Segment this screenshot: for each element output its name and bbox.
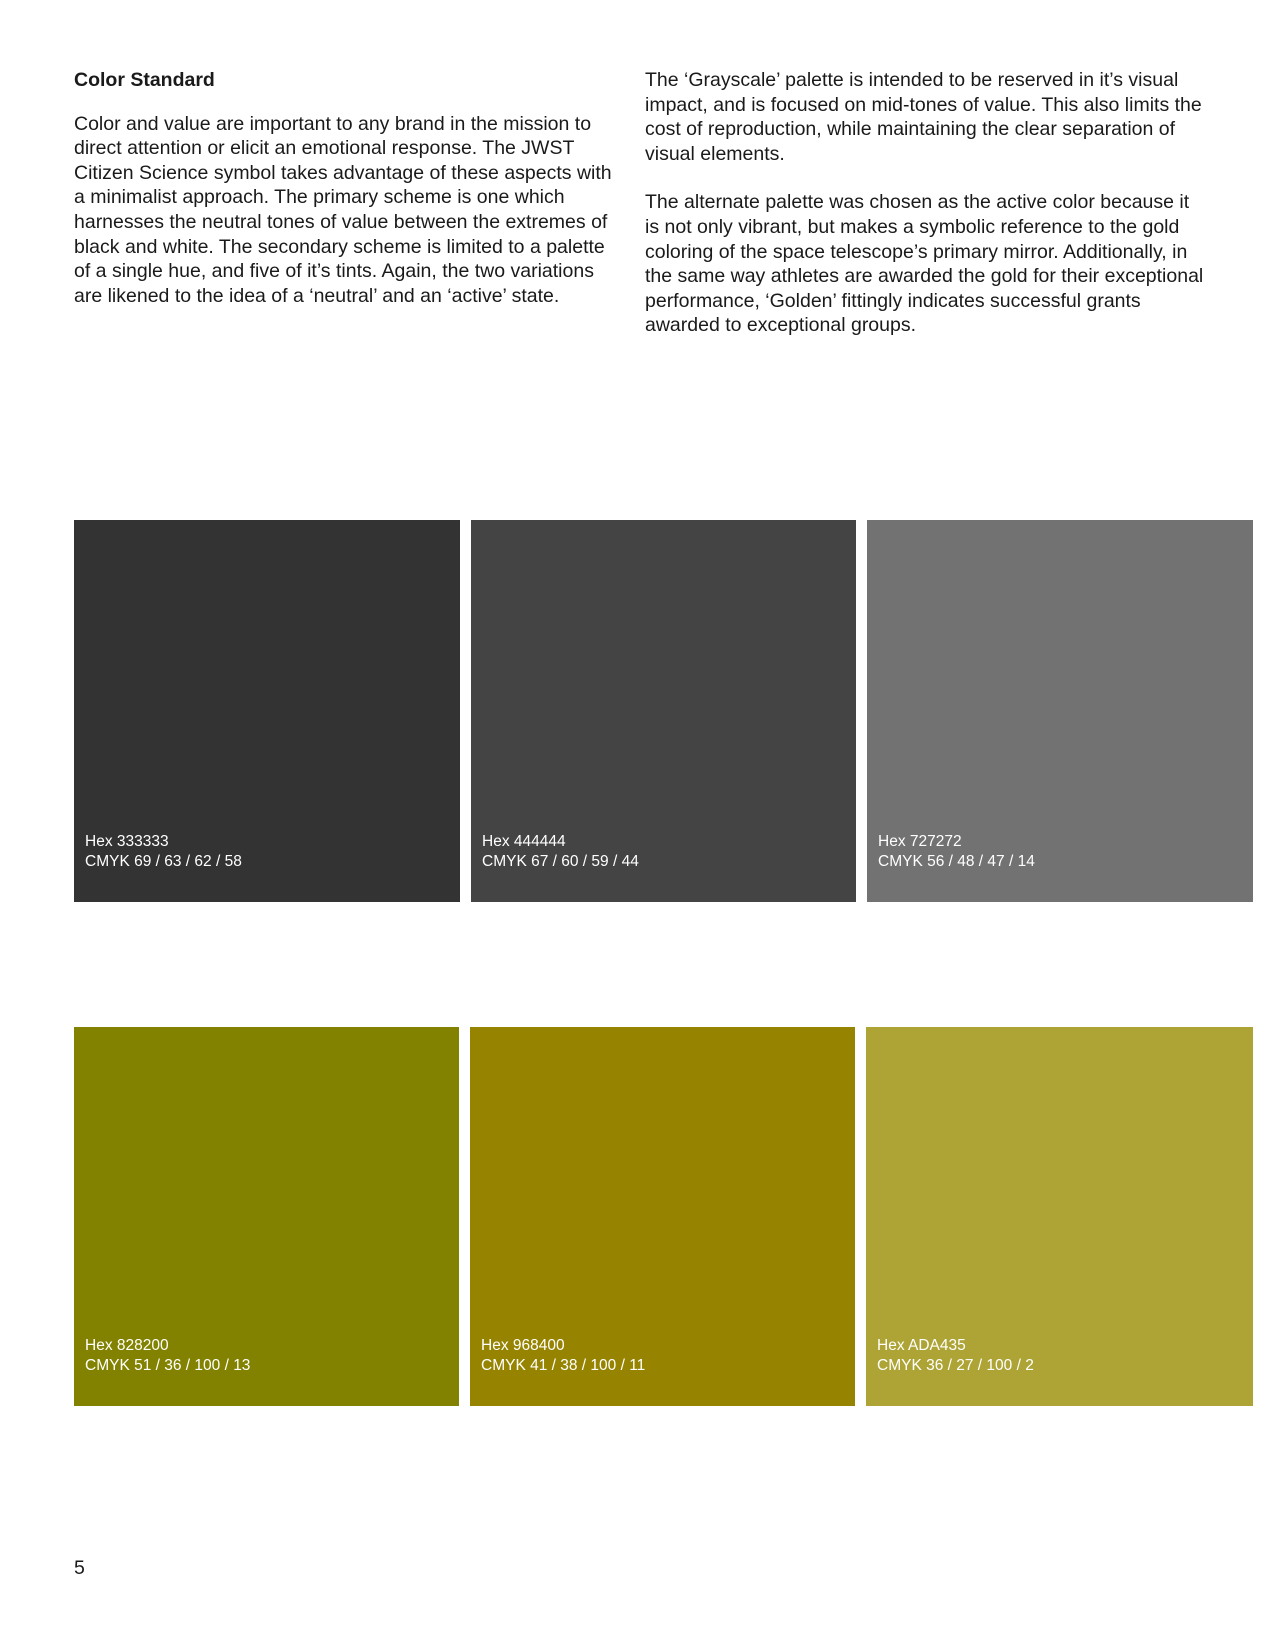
swatch-hex: Hex 333333 [85,833,169,850]
right-text-column [645,68,1205,338]
swatch-ada435 [866,1027,1253,1406]
page-number: 5 [74,1557,85,1579]
swatch-hex: Hex 444444 [482,833,566,850]
swatch-cmyk: CMYK 56 / 48 / 47 / 14 [878,853,1035,870]
swatch-cmyk: CMYK 67 / 60 / 59 / 44 [482,853,639,870]
swatch-label [878,832,1035,872]
swatch-727272 [867,520,1253,902]
swatch-333333 [74,520,460,902]
left-text-column [74,68,619,308]
swatch-label [482,832,639,872]
swatch-cmyk: CMYK 41 / 38 / 100 / 11 [481,1357,646,1374]
golden-paragraph: The alternate palette was chosen as the active color because it is not only vibrant, but makes a symbolic reference to the gold coloring of the space telescope’s primary mirror. Additionally, in the same way athletes are awarded the gold for their exceptional performance, ‘Golden’ fittingly indicates successful grants awarded to exceptional groups. [645,191,1204,337]
swatch-828200 [74,1027,459,1406]
swatch-cmyk: CMYK 51 / 36 / 100 / 13 [85,1357,251,1374]
swatch-label [481,1336,645,1376]
intro-paragraph: Color and value are important to any brand in the mission to direct attention or elicit an emotional response. The JWST Citizen Science symbol takes advantage of these aspects with a minimalist approach. The primary scheme is one which harnesses the neutral tones of value between the extremes of black and white. The secondary scheme is limited to a palette of a single hue, and five of it’s tints. Again, the two variations are likened to the idea of a ‘neutral’ and an ‘active’ state. [74,112,612,307]
swatch-hex: Hex 727272 [878,833,962,850]
section-heading: Color Standard [74,69,215,91]
swatch-968400 [470,1027,855,1406]
swatch-hex: Hex 968400 [481,1337,565,1354]
swatch-hex: Hex ADA435 [877,1337,966,1354]
swatch-label [85,1336,250,1376]
swatch-label [85,832,242,872]
swatch-cmyk: CMYK 36 / 27 / 100 / 2 [877,1357,1034,1374]
swatch-cmyk: CMYK 69 / 63 / 62 / 58 [85,853,242,870]
swatch-hex: Hex 828200 [85,1337,169,1354]
swatch-label [877,1336,1034,1376]
grayscale-paragraph: The ‘Grayscale’ palette is intended to be reserved in it’s visual impact, and is focused on mid-tones of value. This also limits the cost of reproduction, while maintaining the clear separation of visual elements. [645,69,1202,165]
swatch-444444 [471,520,856,902]
